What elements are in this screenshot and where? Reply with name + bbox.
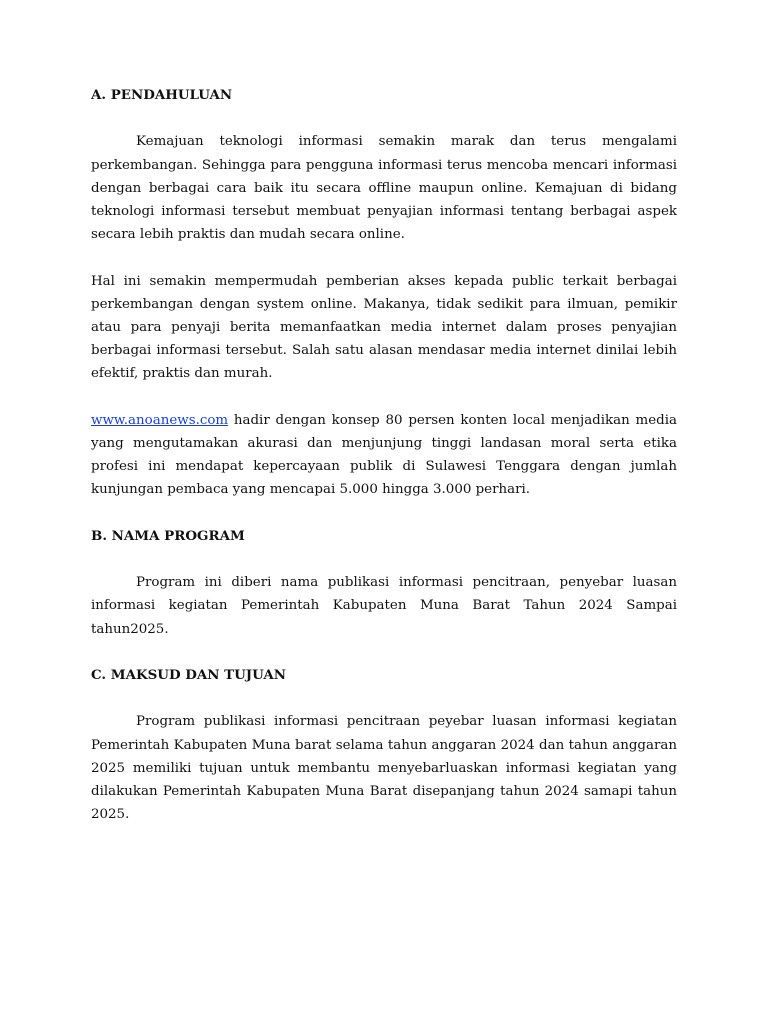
- spacer: [91, 502, 677, 525]
- anoanews-link[interactable]: www.anoanews.com: [91, 412, 229, 428]
- paragraph-pendahuluan-2: Hal ini semakin mempermudah pemberian akses kepada public terkait berbagai perkembangan dengan system online. Makanya, tidak sedikit para ilmuan, pemikir atau para penyaji berita memanfaatkan media internet dalam proses penyajian berbagai informasi tersebut. Salah satu alasan mendasar media internet dinilai lebih efektif, praktis dan murah.: [91, 273, 677, 382]
- section-heading-nama-program: B. NAMA PROGRAM: [91, 527, 245, 544]
- spacer: [91, 687, 677, 710]
- spacer: [91, 246, 677, 269]
- section-heading-pendahuluan: A. PENDAHULUAN: [91, 87, 233, 103]
- paragraph-pendahuluan-1: Kemajuan teknologi informasi semakin marak dan terus mengalami perkembangan. Sehingga para pengguna informasi terus mencoba mencari informasi dengan berbagai cara baik itu secara offline maupun online. Kemajuan di bidang teknologi informasi tersebut membuat penyajian informasi tentang berbagai aspek secara lebih praktis dan mudah secara online.: [91, 134, 677, 243]
- paragraph-nama-program: Program ini diberi nama publikasi informasi pencitraan, penyebar luasan informasi kegiatan Pemerintah Kabupaten Muna Barat Tahun 2024 Sampai tahun2025.: [91, 575, 677, 637]
- spacer: [91, 548, 677, 571]
- paragraph-maksud-tujuan: Program publikasi informasi pencitraan peyebar luasan informasi kegiatan Pemerintah Kabupaten Muna barat selama tahun anggaran 2024 dan tahun anggaran 2025 memiliki tujuan untuk membantu menyebarluaskan informasi kegiatan yang dilakukan Pemerintah Kabupaten Muna Barat disepanjang tahun 2024 samapi tahun 2025.: [91, 714, 677, 823]
- paragraph-pendahuluan-3: [91, 409, 677, 502]
- spacer: [91, 641, 677, 664]
- section-heading-maksud-tujuan: C. MAKSUD DAN TUJUAN: [91, 666, 286, 683]
- spacer: [91, 107, 677, 130]
- spacer: [91, 386, 677, 409]
- document-page: [91, 84, 677, 826]
- paragraph-pendahuluan-3-text: hadir dengan konsep 80 persen konten local menjadikan media yang mengutamakan akurasi dan menjunjung tinggi landasan moral serta etika profesi ini mendapat kepercayaan publik di Sulawesi Tenggara dengan jumlah kunjungan pembaca yang mencapai 5.000 hingga 3.000 perhari.: [91, 412, 677, 498]
